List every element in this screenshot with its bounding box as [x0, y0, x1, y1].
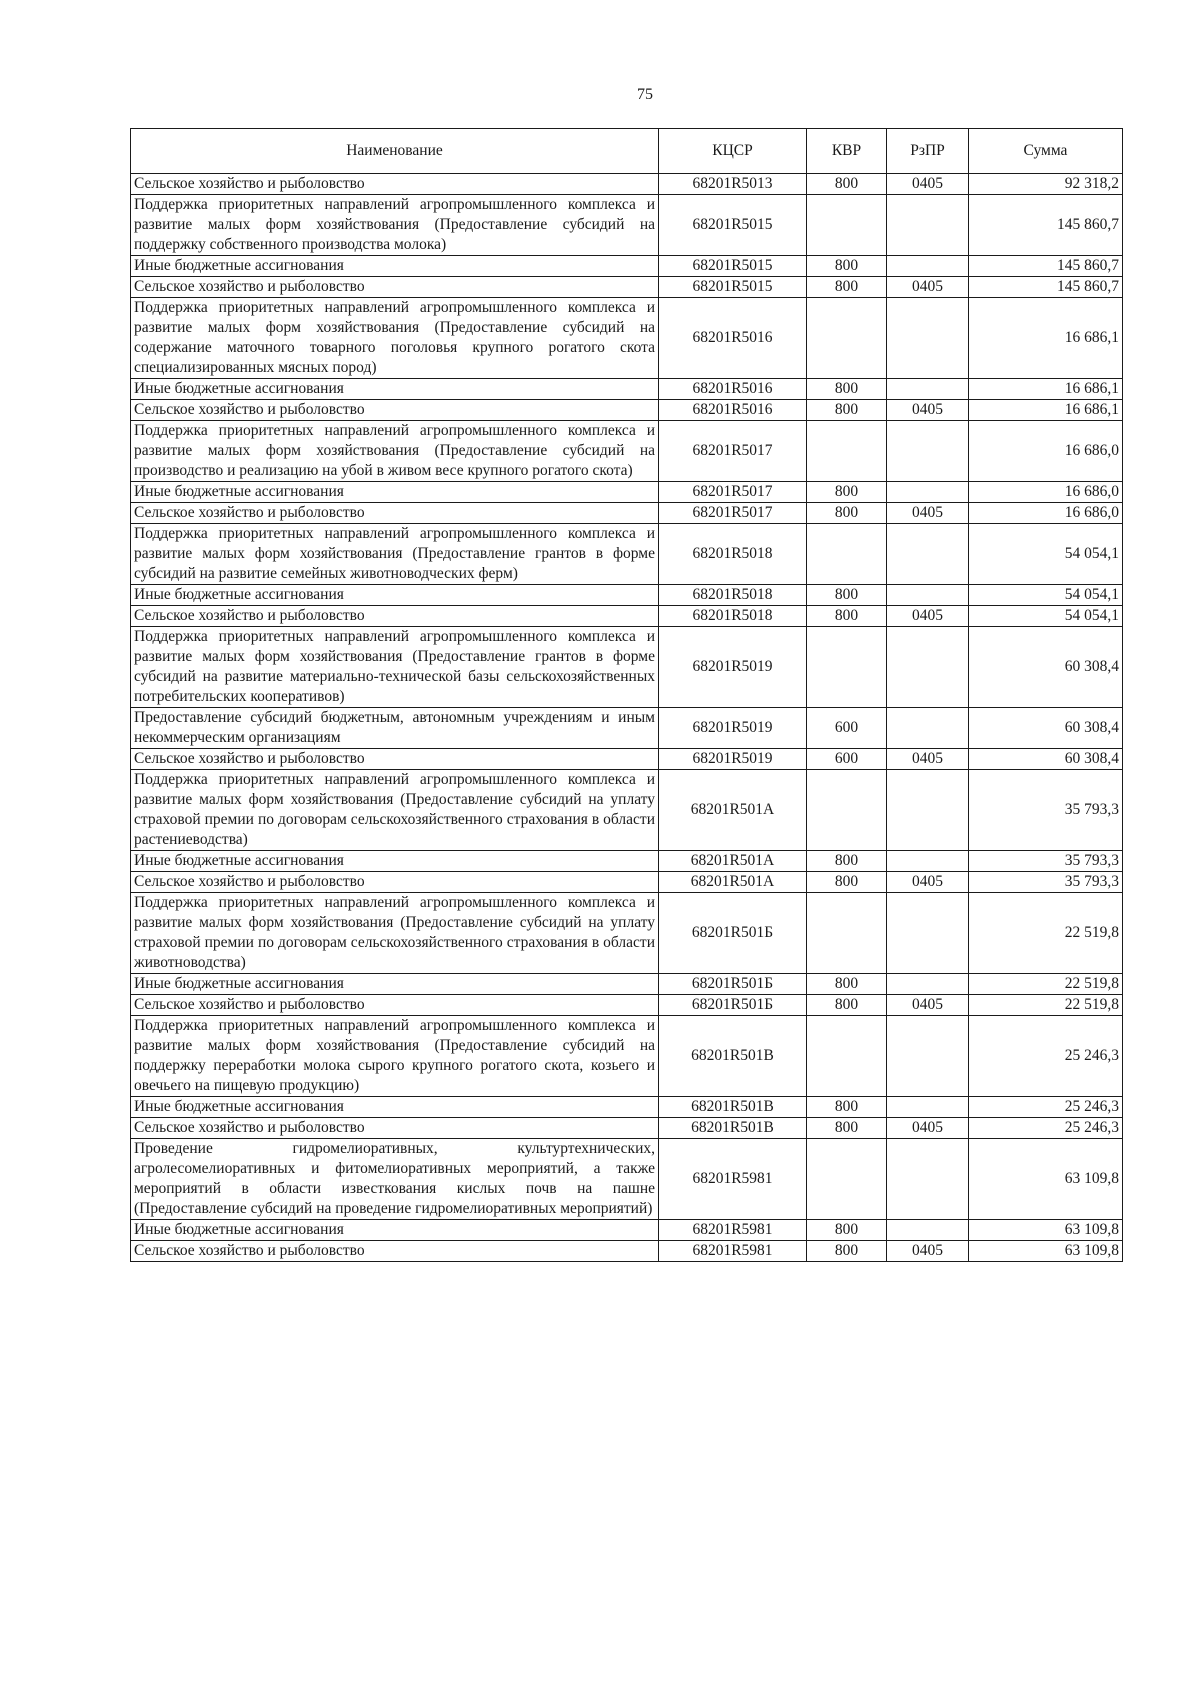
cell-name: Поддержка приоритетных направлений агропромышленного комплекса и развитие малых форм хозяйствования (Предоставление субсидий на содержание маточного товарного поголовья крупного рогатого скота специализированных мясных пород)	[131, 298, 659, 379]
cell-rzpr	[887, 379, 969, 400]
cell-name: Иные бюджетные ассигнования	[131, 1220, 659, 1241]
table-header-row	[131, 129, 1123, 174]
cell-rzpr: 0405	[887, 606, 969, 627]
cell-kcsr: 68201R501Б	[659, 974, 807, 995]
table-row	[131, 995, 1123, 1016]
table-row	[131, 1220, 1123, 1241]
budget-table	[130, 128, 1123, 1262]
cell-kvr	[807, 1139, 887, 1220]
cell-rzpr	[887, 851, 969, 872]
cell-rzpr	[887, 974, 969, 995]
cell-rzpr: 0405	[887, 174, 969, 195]
table-row	[131, 298, 1123, 379]
table-row	[131, 174, 1123, 195]
table-row	[131, 851, 1123, 872]
table-row	[131, 770, 1123, 851]
cell-rzpr	[887, 1220, 969, 1241]
table-row	[131, 482, 1123, 503]
cell-sum: 54 054,1	[969, 524, 1123, 585]
cell-sum: 63 109,8	[969, 1220, 1123, 1241]
cell-sum: 145 860,7	[969, 256, 1123, 277]
cell-kcsr: 68201R501Б	[659, 995, 807, 1016]
table-row	[131, 1139, 1123, 1220]
cell-rzpr	[887, 585, 969, 606]
table-row	[131, 524, 1123, 585]
cell-sum: 60 308,4	[969, 708, 1123, 749]
cell-name: Поддержка приоритетных направлений агропромышленного комплекса и развитие малых форм хозяйствования (Предоставление субсидий на производство и реализацию на убой в живом весе крупного рогатого скота)	[131, 421, 659, 482]
cell-kcsr: 68201R5018	[659, 585, 807, 606]
table-row	[131, 256, 1123, 277]
cell-kvr: 800	[807, 872, 887, 893]
cell-rzpr: 0405	[887, 995, 969, 1016]
cell-name: Сельское хозяйство и рыболовство	[131, 995, 659, 1016]
cell-name: Поддержка приоритетных направлений агропромышленного комплекса и развитие малых форм хозяйствования (Предоставление субсидий на поддержку собственного производства молока)	[131, 195, 659, 256]
cell-kvr: 800	[807, 277, 887, 298]
table-body	[131, 174, 1123, 1262]
cell-kcsr: 68201R5015	[659, 195, 807, 256]
header-kcsr: КЦСР	[659, 129, 807, 174]
cell-kvr	[807, 893, 887, 974]
table-row	[131, 606, 1123, 627]
cell-sum: 60 308,4	[969, 627, 1123, 708]
cell-name: Сельское хозяйство и рыболовство	[131, 1241, 659, 1262]
cell-sum: 25 246,3	[969, 1097, 1123, 1118]
cell-sum: 25 246,3	[969, 1118, 1123, 1139]
cell-name: Поддержка приоритетных направлений агропромышленного комплекса и развитие малых форм хозяйствования (Предоставление субсидий на поддержку переработки молока сырого крупного рогатого скота, козьего и овечьего на пищевую продукцию)	[131, 1016, 659, 1097]
cell-kcsr: 68201R501А	[659, 770, 807, 851]
cell-kvr	[807, 770, 887, 851]
cell-kcsr: 68201R5016	[659, 298, 807, 379]
cell-rzpr: 0405	[887, 277, 969, 298]
cell-kvr: 800	[807, 256, 887, 277]
cell-name: Иные бюджетные ассигнования	[131, 379, 659, 400]
cell-kcsr: 68201R5017	[659, 482, 807, 503]
cell-kcsr: 68201R5015	[659, 277, 807, 298]
cell-kvr: 600	[807, 749, 887, 770]
cell-sum: 16 686,1	[969, 379, 1123, 400]
cell-rzpr	[887, 1097, 969, 1118]
cell-kcsr: 68201R5017	[659, 503, 807, 524]
cell-kvr	[807, 421, 887, 482]
cell-sum: 54 054,1	[969, 585, 1123, 606]
cell-sum: 16 686,0	[969, 482, 1123, 503]
cell-rzpr: 0405	[887, 503, 969, 524]
cell-name: Поддержка приоритетных направлений агропромышленного комплекса и развитие малых форм хозяйствования (Предоставление грантов в форме субсидий на развитие семейных животноводческих ферм)	[131, 524, 659, 585]
page-number: 75	[637, 86, 653, 103]
cell-sum: 16 686,0	[969, 421, 1123, 482]
cell-kcsr: 68201R5016	[659, 379, 807, 400]
header-name: Наименование	[131, 129, 659, 174]
cell-kvr: 800	[807, 400, 887, 421]
cell-kcsr: 68201R501А	[659, 872, 807, 893]
table-row	[131, 1016, 1123, 1097]
table-row	[131, 708, 1123, 749]
cell-name: Иные бюджетные ассигнования	[131, 1097, 659, 1118]
cell-sum: 25 246,3	[969, 1016, 1123, 1097]
cell-rzpr	[887, 256, 969, 277]
cell-kvr: 800	[807, 995, 887, 1016]
cell-kvr: 800	[807, 1241, 887, 1262]
cell-kvr: 800	[807, 974, 887, 995]
table-row	[131, 585, 1123, 606]
header-sum: Сумма	[969, 129, 1123, 174]
cell-kcsr: 68201R5015	[659, 256, 807, 277]
cell-name: Иные бюджетные ассигнования	[131, 851, 659, 872]
cell-kvr: 800	[807, 1118, 887, 1139]
cell-rzpr	[887, 893, 969, 974]
cell-rzpr: 0405	[887, 400, 969, 421]
cell-kvr	[807, 298, 887, 379]
cell-sum: 63 109,8	[969, 1139, 1123, 1220]
cell-sum: 60 308,4	[969, 749, 1123, 770]
cell-kcsr: 68201R5018	[659, 524, 807, 585]
cell-kvr: 800	[807, 851, 887, 872]
table-row	[131, 379, 1123, 400]
cell-kcsr: 68201R5018	[659, 606, 807, 627]
table-row	[131, 1118, 1123, 1139]
cell-kvr: 800	[807, 174, 887, 195]
cell-kvr	[807, 1016, 887, 1097]
cell-sum: 16 686,1	[969, 298, 1123, 379]
cell-kcsr: 68201R5981	[659, 1241, 807, 1262]
cell-kcsr: 68201R501В	[659, 1097, 807, 1118]
cell-sum: 54 054,1	[969, 606, 1123, 627]
table-row	[131, 627, 1123, 708]
cell-sum: 22 519,8	[969, 974, 1123, 995]
table-row	[131, 872, 1123, 893]
cell-rzpr: 0405	[887, 749, 969, 770]
cell-sum: 35 793,3	[969, 770, 1123, 851]
cell-kvr: 800	[807, 379, 887, 400]
cell-sum: 16 686,1	[969, 400, 1123, 421]
header-rzpr: РзПР	[887, 129, 969, 174]
cell-sum: 145 860,7	[969, 195, 1123, 256]
cell-rzpr	[887, 1016, 969, 1097]
cell-name: Поддержка приоритетных направлений агропромышленного комплекса и развитие малых форм хозяйствования (Предоставление субсидий на уплату страховой премии по договорам сельскохозяйственного страхования в области растениеводства)	[131, 770, 659, 851]
cell-kcsr: 68201R5019	[659, 708, 807, 749]
cell-sum: 145 860,7	[969, 277, 1123, 298]
cell-name: Проведение гидромелиоративных, культуртехнических, агролесомелиоративных и фитомелиоративных мероприятий, а также мероприятий в области известкования кислых почв на пашне (Предоставление субсидий на проведение гидромелиоративных мероприятий)	[131, 1139, 659, 1220]
cell-kvr	[807, 524, 887, 585]
cell-rzpr	[887, 524, 969, 585]
cell-rzpr	[887, 708, 969, 749]
cell-rzpr	[887, 1139, 969, 1220]
cell-kcsr: 68201R501Б	[659, 893, 807, 974]
cell-name: Сельское хозяйство и рыболовство	[131, 503, 659, 524]
table-row	[131, 503, 1123, 524]
cell-name: Сельское хозяйство и рыболовство	[131, 872, 659, 893]
cell-name: Сельское хозяйство и рыболовство	[131, 400, 659, 421]
table-row	[131, 749, 1123, 770]
cell-kcsr: 68201R501А	[659, 851, 807, 872]
cell-name: Сельское хозяйство и рыболовство	[131, 749, 659, 770]
cell-rzpr	[887, 195, 969, 256]
cell-kvr: 800	[807, 503, 887, 524]
cell-sum: 92 318,2	[969, 174, 1123, 195]
cell-sum: 22 519,8	[969, 995, 1123, 1016]
cell-kvr: 800	[807, 482, 887, 503]
cell-kcsr: 68201R5016	[659, 400, 807, 421]
cell-sum: 63 109,8	[969, 1241, 1123, 1262]
cell-kcsr: 68201R5981	[659, 1139, 807, 1220]
cell-rzpr	[887, 421, 969, 482]
cell-rzpr: 0405	[887, 872, 969, 893]
cell-kcsr: 68201R501В	[659, 1118, 807, 1139]
cell-kvr	[807, 627, 887, 708]
cell-rzpr	[887, 482, 969, 503]
header-kvr: КВР	[807, 129, 887, 174]
cell-sum: 22 519,8	[969, 893, 1123, 974]
cell-name: Сельское хозяйство и рыболовство	[131, 174, 659, 195]
cell-name: Сельское хозяйство и рыболовство	[131, 277, 659, 298]
cell-name: Сельское хозяйство и рыболовство	[131, 606, 659, 627]
cell-kvr: 800	[807, 1097, 887, 1118]
cell-kcsr: 68201R5981	[659, 1220, 807, 1241]
table-row	[131, 400, 1123, 421]
cell-kcsr: 68201R5017	[659, 421, 807, 482]
cell-kvr: 800	[807, 606, 887, 627]
cell-kvr: 800	[807, 585, 887, 606]
cell-name: Иные бюджетные ассигнования	[131, 974, 659, 995]
table-row	[131, 421, 1123, 482]
cell-name: Поддержка приоритетных направлений агропромышленного комплекса и развитие малых форм хозяйствования (Предоставление субсидий на уплату страховой премии по договорам сельскохозяйственного страхования в области животноводства)	[131, 893, 659, 974]
cell-name: Иные бюджетные ассигнования	[131, 482, 659, 503]
cell-rzpr: 0405	[887, 1118, 969, 1139]
cell-sum: 35 793,3	[969, 872, 1123, 893]
cell-kvr: 800	[807, 1220, 887, 1241]
cell-kcsr: 68201R501В	[659, 1016, 807, 1097]
cell-kvr: 600	[807, 708, 887, 749]
cell-kcsr: 68201R5019	[659, 749, 807, 770]
cell-kcsr: 68201R5019	[659, 627, 807, 708]
cell-name: Иные бюджетные ассигнования	[131, 256, 659, 277]
cell-kcsr: 68201R5013	[659, 174, 807, 195]
table-row	[131, 1097, 1123, 1118]
cell-rzpr	[887, 627, 969, 708]
table-row	[131, 195, 1123, 256]
cell-rzpr: 0405	[887, 1241, 969, 1262]
cell-name: Предоставление субсидий бюджетным, автономным учреждениям и иным некоммерческим организациям	[131, 708, 659, 749]
cell-rzpr	[887, 770, 969, 851]
cell-name: Иные бюджетные ассигнования	[131, 585, 659, 606]
table-row	[131, 277, 1123, 298]
table-row	[131, 1241, 1123, 1262]
cell-name: Сельское хозяйство и рыболовство	[131, 1118, 659, 1139]
cell-rzpr	[887, 298, 969, 379]
cell-name: Поддержка приоритетных направлений агропромышленного комплекса и развитие малых форм хозяйствования (Предоставление грантов в форме субсидий на развитие материально-технической базы сельскохозяйственных потребительских кооперативов)	[131, 627, 659, 708]
table-row	[131, 893, 1123, 974]
table-row	[131, 974, 1123, 995]
cell-sum: 16 686,0	[969, 503, 1123, 524]
cell-kvr	[807, 195, 887, 256]
cell-sum: 35 793,3	[969, 851, 1123, 872]
